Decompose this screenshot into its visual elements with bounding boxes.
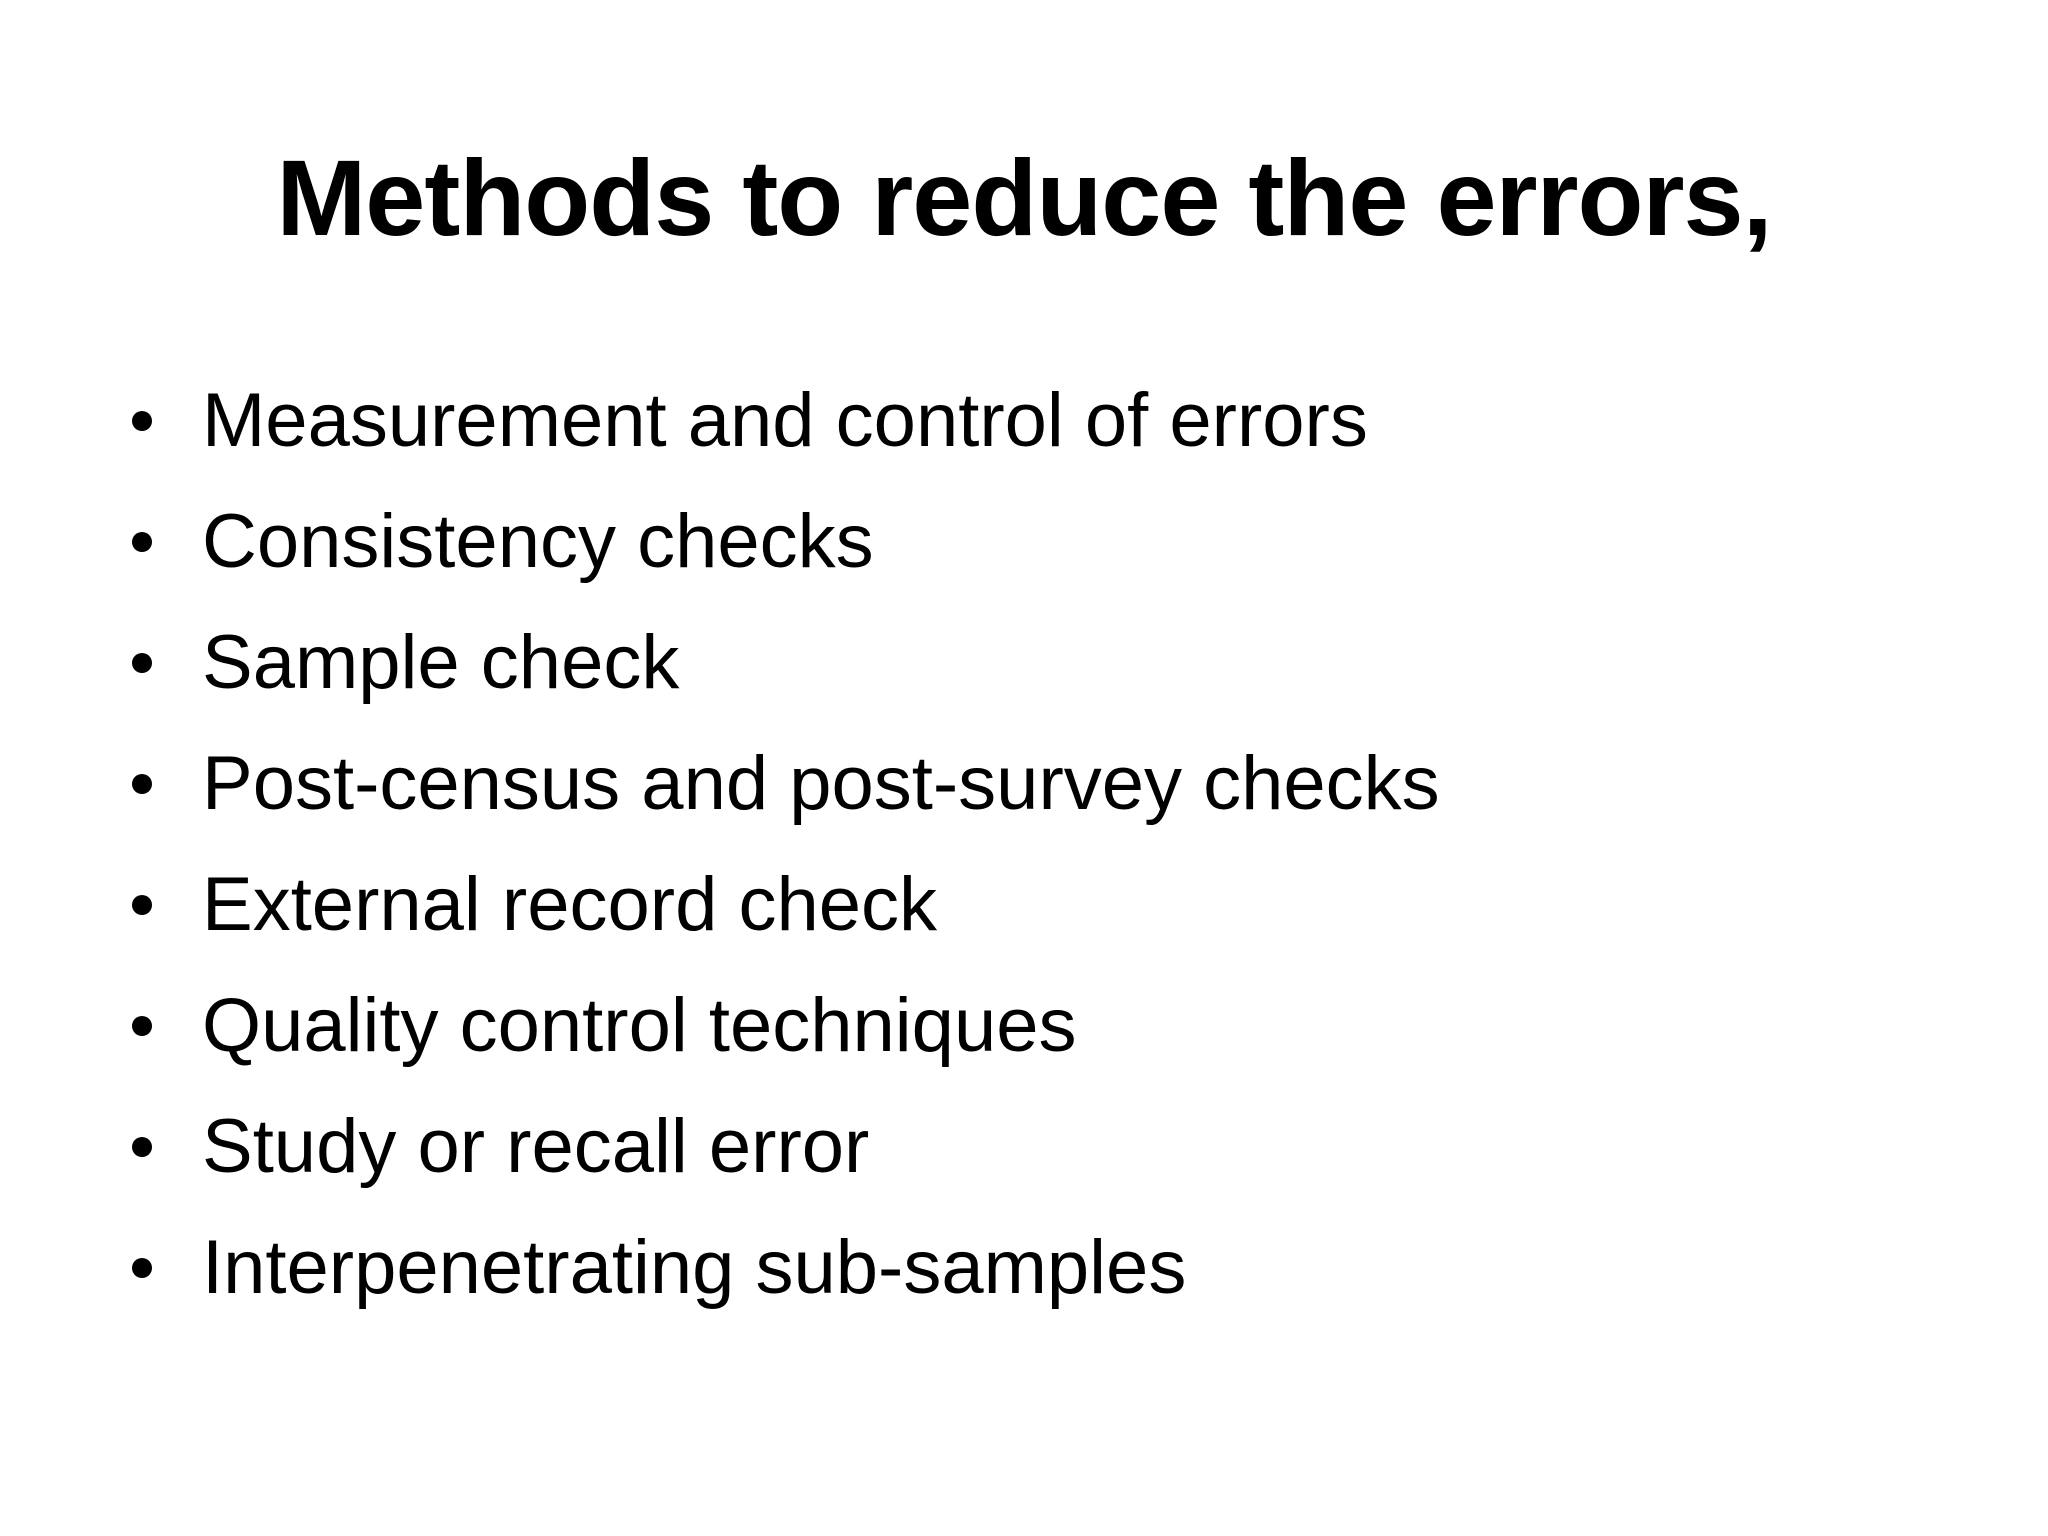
list-item-text: Study or recall error	[202, 1104, 870, 1189]
list-item	[0, 602, 1900, 723]
list-item-text: Quality control techniques	[202, 983, 1077, 1068]
list-item-text: Sample check	[202, 620, 680, 705]
bullet-icon	[132, 1137, 152, 1157]
list-item	[0, 723, 1900, 844]
list-item	[0, 1207, 1900, 1328]
list-item-text: Post-census and post-survey checks	[202, 741, 1440, 826]
list-item	[0, 481, 1900, 602]
list-item-text: Measurement and control of errors	[202, 378, 1368, 463]
bullet-icon	[132, 411, 152, 431]
bullet-icon	[132, 1016, 152, 1036]
bullet-list	[0, 360, 1900, 1328]
list-item-text: Consistency checks	[202, 499, 874, 584]
bullet-icon	[132, 895, 152, 915]
bullet-icon	[132, 774, 152, 794]
list-item	[0, 1086, 1900, 1207]
list-item	[0, 965, 1900, 1086]
bullet-icon	[132, 1258, 152, 1278]
list-item-text: Interpenetrating sub-samples	[202, 1225, 1187, 1310]
bullet-icon	[132, 532, 152, 552]
list-item	[0, 844, 1900, 965]
slide-title: Methods to reduce the errors,	[276, 137, 1772, 258]
list-item-text: External record check	[202, 862, 937, 947]
bullet-icon	[132, 653, 152, 673]
list-item	[0, 360, 1900, 481]
